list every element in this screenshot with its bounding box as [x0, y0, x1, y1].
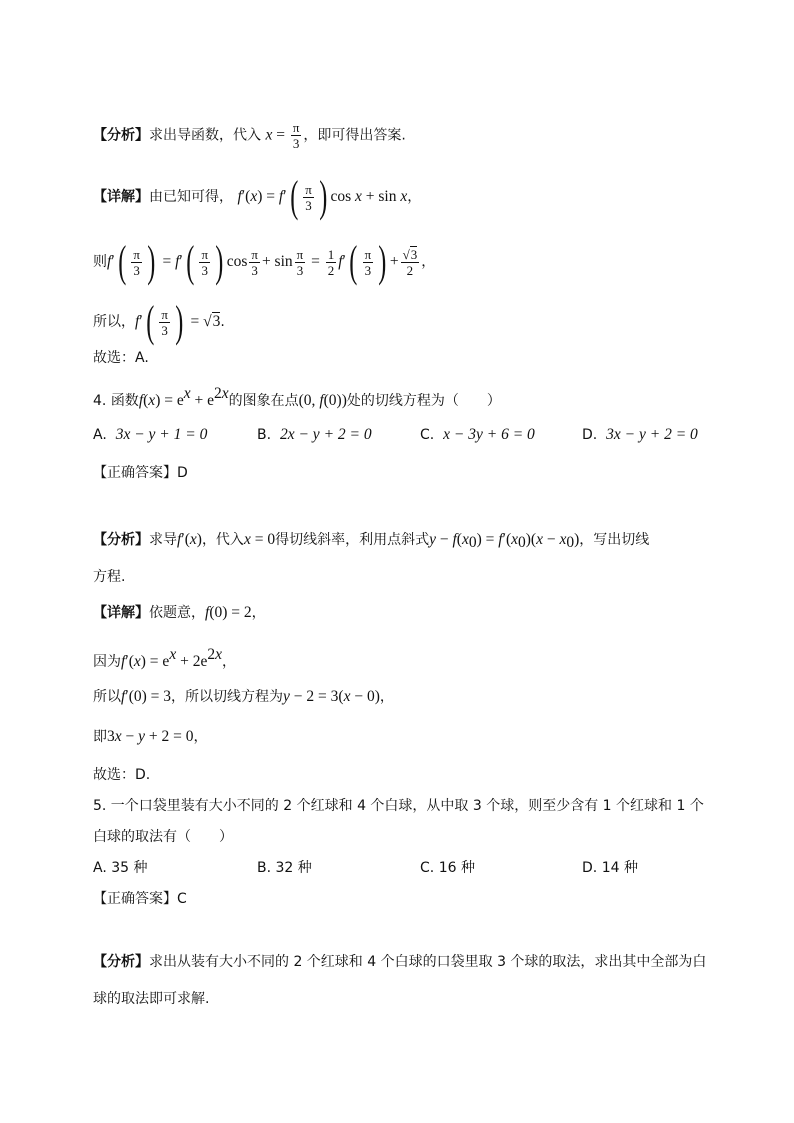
q5-option-a: A. 35 种 [93, 860, 148, 876]
q5-option-b: B. 32 种 [257, 860, 312, 876]
q5-stem-line1: 5. 一个口袋里装有大小不同的 2 个红球和 4 个白球，从中取 3 个球，则至少含有 1 个红球和 1 个 [93, 798, 704, 814]
q4-ji-line: 即3x − y + 2 = 0， [93, 728, 208, 745]
q5-answer: 【正确答案】C [93, 891, 187, 907]
math-expr: f′(x) = f′( $\frac{\pi}{3}$ ) cos x + sin x [237, 172, 408, 221]
q4-option-c: C. x − 3y + 6 = 0 [420, 426, 535, 443]
math-expr: 3x − y + 2 = 0 [107, 728, 194, 745]
q3-choose: 故选：A. [93, 350, 149, 366]
q4-option-d: D. 3x − y + 2 = 0 [582, 426, 698, 443]
then-text: 则 [93, 254, 107, 270]
q5-option-d: D. 14 种 [582, 860, 638, 876]
analysis-text: ，即可得出答案. [303, 127, 406, 144]
q3-analysis-line: 【分析】求出导函数，代入 x = $\frac{\pi}{3}$ ，即可得出答案. [93, 120, 406, 151]
q4-because-line: 因为$f'(x) = e^x + 2e^{2x}$， [93, 646, 236, 670]
q4-option-b: B. 2x − y + 2 = 0 [257, 426, 372, 443]
analysis-label: 【分析】 [93, 532, 149, 548]
math-expr: $f'(x) = e^x + 2e^{2x}$ [121, 646, 222, 670]
q4-analysis-line: 【分析】求导f′(x)，代入x = 0得切线斜率，利用点斜式$y - f(x_0) = f'(x_0)(x - x_0)$，写出切线 [93, 531, 650, 551]
detail-label: 【详解】 [93, 189, 149, 205]
analysis-label: 【分析】 [93, 127, 149, 144]
q5-analysis-line2: 球的取法即可求解. [93, 991, 210, 1007]
math-expr: $f(x) = e^x + e^{2x}$ [138, 385, 229, 409]
math-expr: x [265, 126, 273, 144]
stem-text: 的图象在点 [228, 393, 299, 409]
q3-detail-line: 【详解】由已知可得， f′(x) = f′( $\frac{\pi}{3}$ ) cos x + sin x， [93, 172, 422, 221]
math-expr: f′(0) = 3 [121, 688, 172, 705]
q4-stem [93, 384, 501, 411]
q5-option-c: C. 16 种 [420, 860, 475, 876]
math-expr: y − 2 = 3(x − 0) [283, 688, 380, 705]
analysis-label: 【分析】 [93, 954, 149, 970]
stem-text: 处的切线方程为（ ） [346, 393, 501, 409]
q4-so-line: 所以f′(0) = 3，所以切线方程为y − 2 = 3(x − 0)， [93, 688, 394, 705]
question-number: 4. [93, 393, 107, 409]
q4-choose: 故选：D. [93, 767, 151, 783]
stem-text: 函数 [110, 393, 139, 409]
math-expr: f′( $\frac{\pi}{3}$ ) = √3 [135, 297, 221, 346]
math-expr: (0, f(0)) [298, 392, 347, 409]
q3-then-line: 则f′( $\frac{\pi}{3}$ ) = f′( $\frac{\pi}{3}$ ) cos $\frac{\pi}{3}$ + sin $\frac{\pi}{3}$ = $\frac{1}{2}$ f′( $\frac{\pi}{3}$ ) + $\frac{√3}{2}$ ， [93, 237, 436, 286]
detail-text: 由已知可得， [149, 189, 233, 205]
q4-answer: 【正确答案】D [93, 465, 188, 481]
math-expr: f(0) = 2 [205, 604, 252, 621]
math-expr: $y - f(x_0) = f'(x_0)(x - x_0)$ [429, 531, 580, 551]
q4-option-a: A. 3x − y + 1 = 0 [93, 426, 208, 443]
detail-label: 【详解】 [93, 605, 149, 621]
q5-analysis-line1: 【分析】求出从装有大小不同的 2 个红球和 4 个白球的口袋里取 3 个球的取法，求出其中全部为白 [93, 954, 707, 970]
q5-stem-line2: 白球的取法有（ ） [93, 829, 233, 845]
math-expr: f′(x) [177, 531, 202, 548]
math-expr: f′( $\frac{\pi}{3}$ ) = f′( $\frac{\pi}{3}$ ) cos $\frac{\pi}{3}$ + sin $\frac{\pi}{3}$ = $\frac{1}{2}$ f′( $\frac{\pi}{3}$ ) + $\frac{√3}{2}$ [107, 237, 418, 286]
q3-so-line: 所以，f′( $\frac{\pi}{3}$ ) = √3. [93, 297, 225, 346]
math-expr: x = 0 [243, 531, 276, 548]
q4-analysis-cont: 方程. [93, 569, 126, 585]
fraction: $\frac{\pi}{3}$ [292, 120, 300, 151]
analysis-text: 求出导函数，代入 [149, 127, 261, 144]
q4-detail-line: 【详解】依题意，f(0) = 2， [93, 604, 266, 621]
so-text: 所以， [93, 314, 135, 330]
